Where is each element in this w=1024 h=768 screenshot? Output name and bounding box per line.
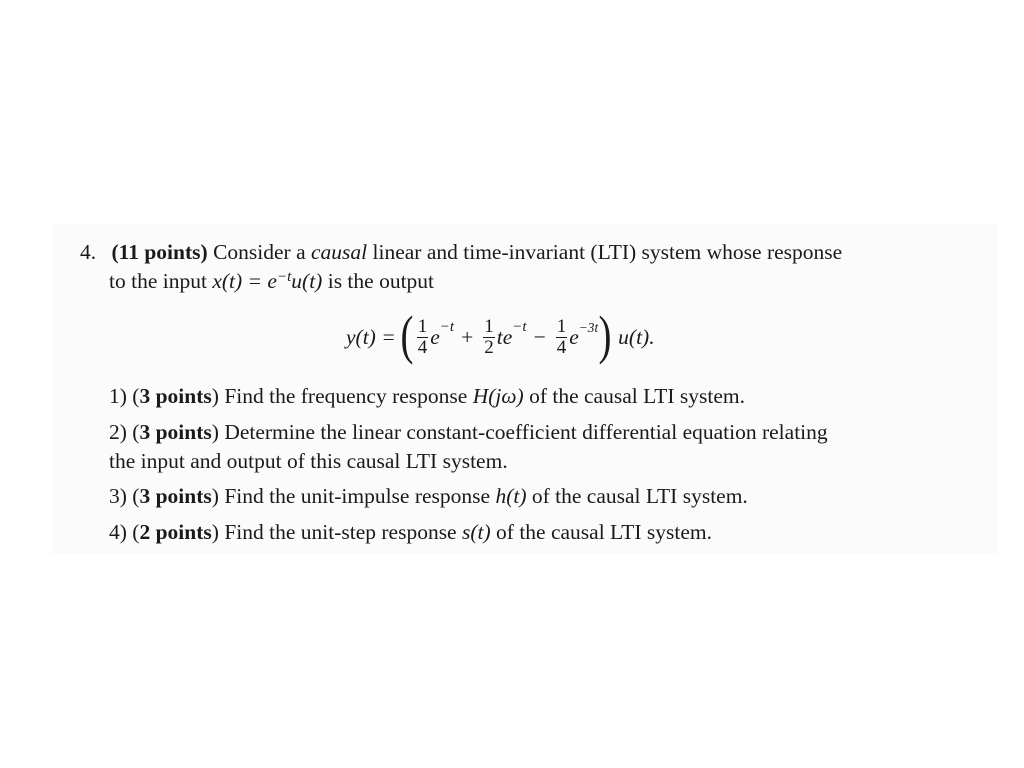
problem-points: (11 points) [111,240,208,264]
term-2: $te^{-t}$ [496,318,527,349]
part-index: 3) [109,484,127,508]
part-math: H(jω) [472,384,524,408]
minus-operator: − [533,324,546,349]
part-index: 1) [109,384,127,408]
output-equation [346,300,726,374]
part-index: 2) [109,420,127,444]
fraction-2: $\frac{1}{2}$ [484,315,494,358]
line2-pre: to the input [109,269,207,293]
right-paren: ) [598,305,612,365]
part-text-line-2: the input and output of this causal LTI system. [109,449,508,473]
line2-post: is the output [327,269,435,293]
part-points: 3 points [139,384,212,408]
fraction-1: $\frac{1}{4}$ [417,315,428,358]
part-text: Determine the linear constant-coefficient differential equation relating [224,420,828,444]
part-text: Find the unit-step response [224,520,457,544]
part-3: 3) (3 points) Find the unit-impulse response h(t) of the causal LTI system. [109,484,748,508]
part-math: s(t) [461,520,491,544]
equation-tail: u(t). [618,324,655,349]
term-3: $e^{-3t}$ [569,320,599,349]
part-1: 1) (3 points) Find the frequency response H(jω) of the causal LTI system. [109,384,746,408]
part-points: 2 points [139,520,212,544]
equation-lhs: y(t) = [346,324,396,349]
plus-operator: + [461,324,474,349]
part-points: 3 points [139,484,212,508]
part-2: 2) (3 points) Determine the linear constant-coefficient differential equation relating [109,420,828,444]
left-paren: ( [400,305,414,365]
term-1: $e^{-t}$ [430,318,455,349]
intro-causal: causal [311,240,368,264]
problem-line-2 [109,271,434,293]
problem-number: 4. [80,240,97,264]
part-text-post: of the causal LTI system. [496,520,712,544]
part-text: Find the unit-impulse response [224,484,491,508]
input-expression: $x(t) = e^{-t}u(t)$ [212,269,323,293]
problem-header-line [80,242,842,264]
part-points: 3 points [139,420,212,444]
intro-post: linear and time-invariant (LTI) system whose response [372,240,843,264]
part-text: Find the frequency response [224,384,468,408]
part-index: 4) [109,520,127,544]
intro-pre: Consider a [213,240,306,264]
fraction-3: $\frac{1}{4}$ [556,315,567,358]
part-2-line-2 [109,451,508,473]
part-text-post: of the causal LTI system. [531,484,748,508]
part-text-post: of the causal LTI system. [529,384,746,408]
input-exponent: −t [276,269,292,286]
part-math: h(t) [495,484,527,508]
part-4: 4) (2 points) Find the unit-step response s(t) of the causal LTI system. [109,520,712,544]
